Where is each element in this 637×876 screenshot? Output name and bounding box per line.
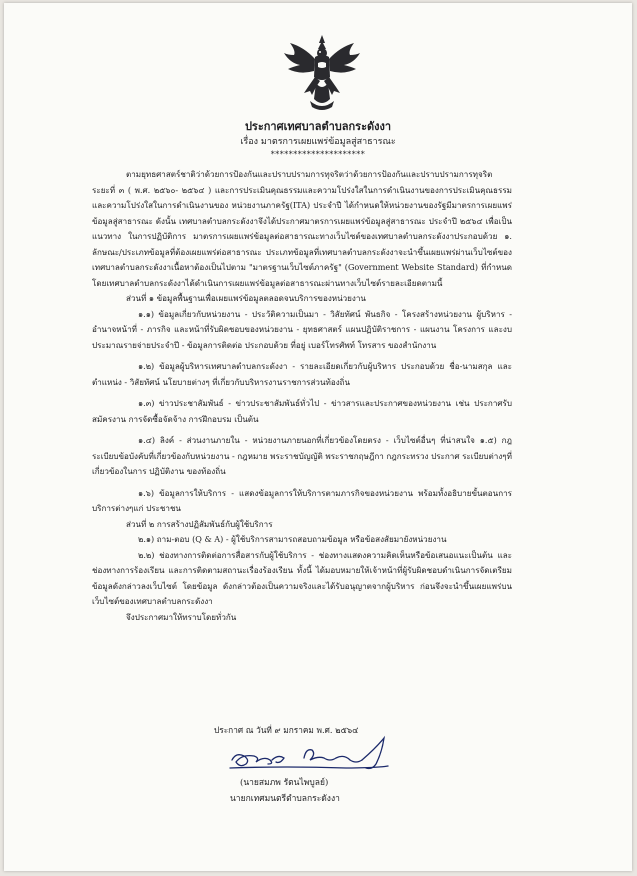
item-1-6: ๑.๖) ข้อมูลการให้บริการ - แสดงข้อมูลการให้บริการตามภารกิจของหน่วยงาน พร้อมทั้งอธิบายขั้นตอนการบริการต่างๆแก่ ประชาชน xyxy=(92,487,512,513)
part-2-heading: ส่วนที่ ๒ การสร้างปฏิสัมพันธ์กับผู้ใช้บริการ xyxy=(126,518,273,529)
signer-name: (นายสมภพ รัตนไพบูลย์) xyxy=(240,778,329,788)
garuda-emblem xyxy=(282,33,362,113)
item-1-1: ๑.๑) ข้อมูลเกี่ยวกับหน่วยงาน - ประวัติความเป็นมา - วิสัยทัศน์ พันธกิจ - โครงสร้างหน่วยงาน ผู้บริหาร - อำนาจหน้าที่ - ภารกิจ และหน้าที่รับผิดชอบของหน่วยงาน - ยุทธศาสตร์ แผนปฏิบัติราชการ - แผนงาน โครงการ และงบประมาณรายจ่ายประจำปี - ข้อมูลการติดต่อ ประกอบด้วย ที่อยู่ เบอร์โทรศัพท์ โทรสาร ของสำนักงาน xyxy=(92,308,512,350)
closing-line: จึงประกาศมาให้ทราบโดยทั่วกัน xyxy=(126,611,237,622)
intro-paragraph: ตามยุทธศาสตร์ชาติว่าด้วยการป้องกันและปราบปรามการทุจริตว่าด้วยการป้องกันและปราบปรามการทุจริต ระยะที่ ๓ ( พ.ศ. ๒๕๖๐- ๒๕๖๔ ) และการประเมินคุณธรรมและความโปร่งใสในการดำเนินงานของการประเมินคุณธรรมและความโปร่งใสในการดำเนินงานของ หน่วยงานภาครัฐ(ITA) ประจำปี ได้กำหนดให้หน่วยงานของรัฐมีมาตรการเผยแพร่ข้อมูลสู่สาธารณะ ดังนั้น เทศบาลตำบลกระดังงาจึงได้ประกาศมาตรการเผยแพร่ข้อมูลสู่สาธารณะ ประจำปี ๒๕๖๔ เพื่อเป็นแนวทาง ในการปฏิบัติการ มาตรการเผยแพร่ข้อมูลต่อสาธารณะทางเว็บไซต์ของเทศบาลตำบลกระดังงาประกอบด้วย ๑. ลักษณะ/ประเภทข้อมูลที่ต้องเผยแพร่ต่อสาธารณะ ประเภทข้อมูลที่เทศบาลตำบลกระดังงาจะนำขึ้นเผยแพร่ผ่านเว็บไซต์ของเทศบาลตำบลกระดังงาเนื้อหาต้องเป็นไปตาม "มาตรฐานเว็บไซต์ภาครัฐ" (Government Website Standard) ที่กำหนด โดยเทศบาลตำบลกระดังงาได้ดำเนินการเผยแพร่ข้อมูลต่อสาธารณะผ่านทางเว็บไซต์รายละเอียดตามนี้ xyxy=(92,169,512,288)
item-2-2: ๒.๒) ช่องทางการติดต่อการสื่อสารกับผู้ใช้บริการ - ช่องทางแสดงความคิดเห็นหรือข้อเสนอแนะเป็นต้น และช่องทางการร้องเรียน และการติดตามสถานะเรื่องร้องเรียน ทั้งนี้ ได้มอบหมายให้เจ้าหน้าที่ผู้รับผิดชอบดำเนินการจัดเตรียมข้อมูลดังกล่าวลงเว็บไซต์ โดยข้อมูล ดังกล่าวต้องเป็นความจริงและได้รับอนุญาตจากผู้บริหาร ก่อนจึงจะนำขึ้นเผยแพร่บนเว็บไซต์ของเทศบาลตำบลกระดังงา xyxy=(92,549,512,606)
announcement-subject: เรื่อง มาตรการเผยแพร่ข้อมูลสู่สาธารณะ xyxy=(240,137,396,147)
signature-image xyxy=(226,732,396,774)
item-1-2: ๑.๒) ข้อมูลผู้บริหารเทศบาลตำบลกระดังงา - รายละเอียดเกี่ยวกับผู้บริหาร ประกอบด้วย ชื่อ-นามสกุล และตำแหน่ง - วิสัยทัศน์ นโยบายต่างๆ ที่เกี่ยวกับบริหารงานราชการส่วนท้องถิ่น xyxy=(92,361,512,387)
item-2-1: ๒.๑) ถาม-ตอบ (Q & A) - ผู้ใช้บริการสามารถสอบถามข้อมูล หรือข้อสงสัยมายังหน่วยงาน xyxy=(138,534,447,544)
announcement-title: ประกาศเทศบาลตำบลกระดังงา xyxy=(244,120,392,133)
separator-line: ********************* xyxy=(270,150,366,159)
announcement-page xyxy=(4,3,632,871)
item-1-4-1-5: ๑.๔) ลิงค์ - ส่วนงานภายใน - หน่วยงานภายนอกที่เกี่ยวข้องโดยตรง - เว็บไซต์อื่นๆ ที่น่าสนใจ ๑.๕) กฎระเบียบข้อบังคับที่เกี่ยวข้องกับหน่วยงาน - กฎหมาย พระราชบัญญัติ พระราชกฤษฎีกา กฎกระทรวง ประกาศ ระเบียบต่างๆที่เกี่ยวข้องในการ ปฏิบัติงาน ของท้องถิ่น xyxy=(92,435,512,476)
announcement-body xyxy=(92,167,512,625)
signer-position: นายกเทศมนตรีตำบลกระดังงา xyxy=(230,794,340,804)
item-1-3: ๑.๓) ข่าวประชาสัมพันธ์ - ข่าวประชาสัมพันธ์ทั่วไป - ข่าวสารและประกาศของหน่วยงาน เช่น ประกาศรับสมัครงาน การจัดซื้อจัดจ้าง การฝึกอบรม เป็นต้น xyxy=(92,398,512,424)
part-1-heading: ส่วนที่ ๑ ข้อมูลพื้นฐานเพื่อเผยแพร่ข้อมูลตลอดจนบริการของหน่วยงาน xyxy=(126,293,366,303)
announcement-date: ประกาศ ณ วันที่ ๙ มกราคม พ.ศ. ๒๕๖๔ xyxy=(214,725,359,735)
